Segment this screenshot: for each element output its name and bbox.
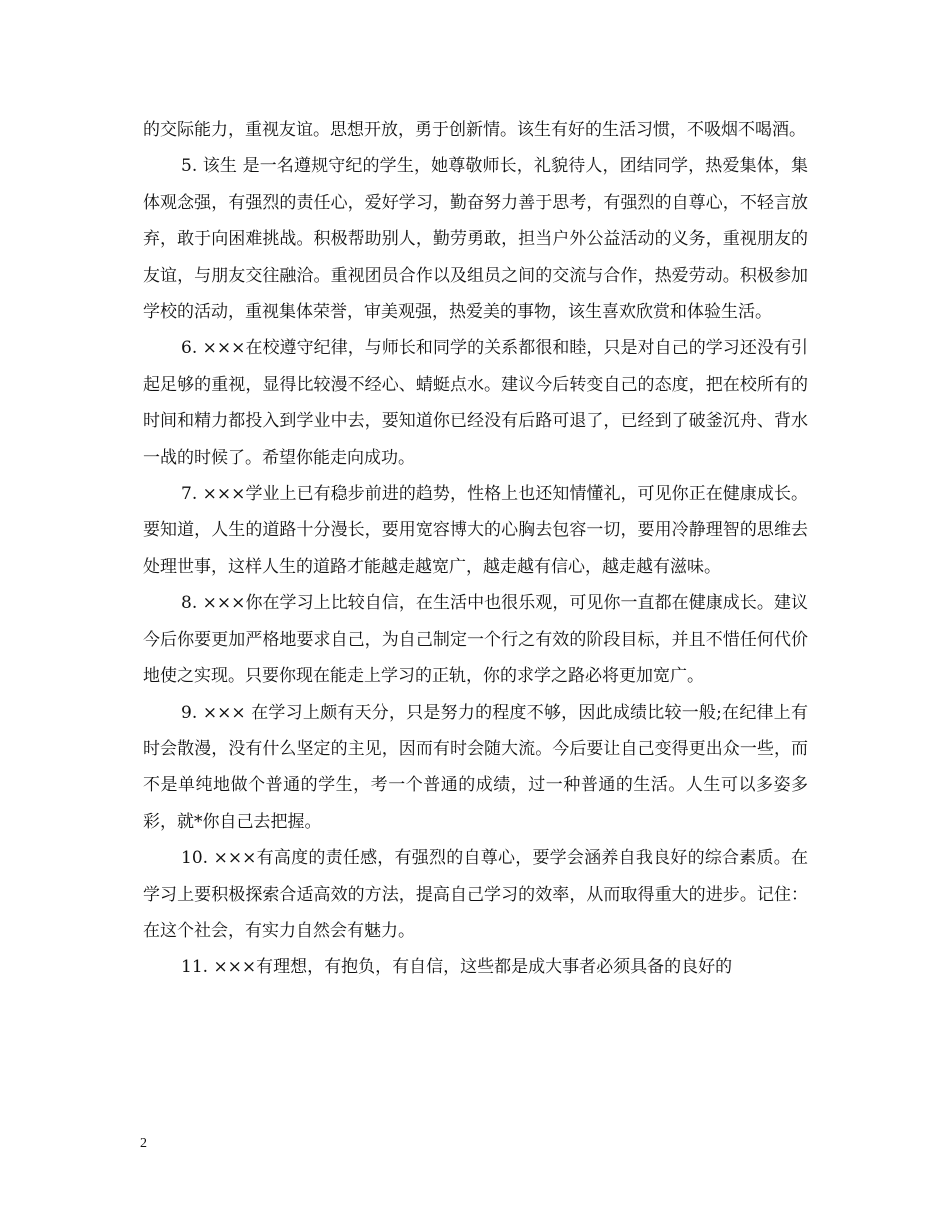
paragraph-item-6: 6. ×××在校遵守纪律，与师长和同学的关系都很和睦，只是对自己的学习还没有引起足够的重视，显得比较漫不经心、蜻蜓点水。建议今后转变自己的态度，把在校所有的时间和精力都投入到学业中去，要知道你已经没有后路可退了，已经到了破釜沉舟、背水一战的时候了。希望你能走向成功。: [143, 338, 808, 468]
paragraph-item-5: 5. 该生 是一名遵规守纪的学生，她尊敬师长，礼貌待人，团结同学，热爱集体，集体观念强，有强烈的责任心，爱好学习，勤奋努力善于思考，有强烈的自尊心，不轻言放弃，敢于向困难挑战。积极帮助别人，勤劳勇敢，担当户外公益活动的义务，重视朋友的友谊，与朋友交往融洽。重视团员合作以及组员之间的交流与合作，热爱劳动。积极参加学校的活动，重视集体荣誉，审美观强，热爱美的事物，该生喜欢欣赏和体验生活。: [143, 156, 808, 323]
document-body: [143, 112, 808, 986]
paragraph-item-10: 10. ×××有高度的责任感，有强烈的自尊心，要学会涵养自我良好的综合素质。在学习上要积极探索合适高效的方法，提高自己学习的效率，从而取得重大的进步。记住：在这个社会，有实力自然会有魅力。: [143, 848, 808, 941]
paragraph-item-8: 8. ×××你在学习上比较自信，在生活中也很乐观，可见你一直都在健康成长。建议今后你要更加严格地要求自己，为自己制定一个行之有效的阶段目标，并且不惜任何代价地使之实现。只要你现在能走上学习的正轨，你的求学之路必将更加宽广。: [143, 593, 808, 687]
paragraph-item-11: 11. ×××有理想，有抱负，有自信，这些都是成大事者必须具备的良好的: [181, 957, 733, 978]
paragraph-item-7: 7. ×××学业上已有稳步前进的趋势，性格上也还知情懂礼，可见你正在健康成长。要知道，人生的道路十分漫长，要用宽容博大的心胸去包容一切，要用冷静理智的思维去处理世事，这样人生的道路才能越走越宽广，越走越有信心，越走越有滋味。: [143, 484, 808, 577]
paragraph-continuation: 的交际能力，重视友谊。思想开放，勇于创新情。该生有好的生活习惯，不吸烟不喝酒。: [143, 120, 806, 140]
paragraph-item-9: 9. ××× 在学习上颇有天分，只是努力的程度不够，因此成绩比较一般;在纪律上有时会散漫，没有什么坚定的主见，因而有时会随大流。今后要让自己变得更出众一些，而不是单纯地做个普通的学生，考一个普通的成绩，过一种普通的生活。人生可以多姿多彩，就*你自己去把握。: [143, 702, 808, 832]
page-number: 2: [140, 1136, 147, 1151]
